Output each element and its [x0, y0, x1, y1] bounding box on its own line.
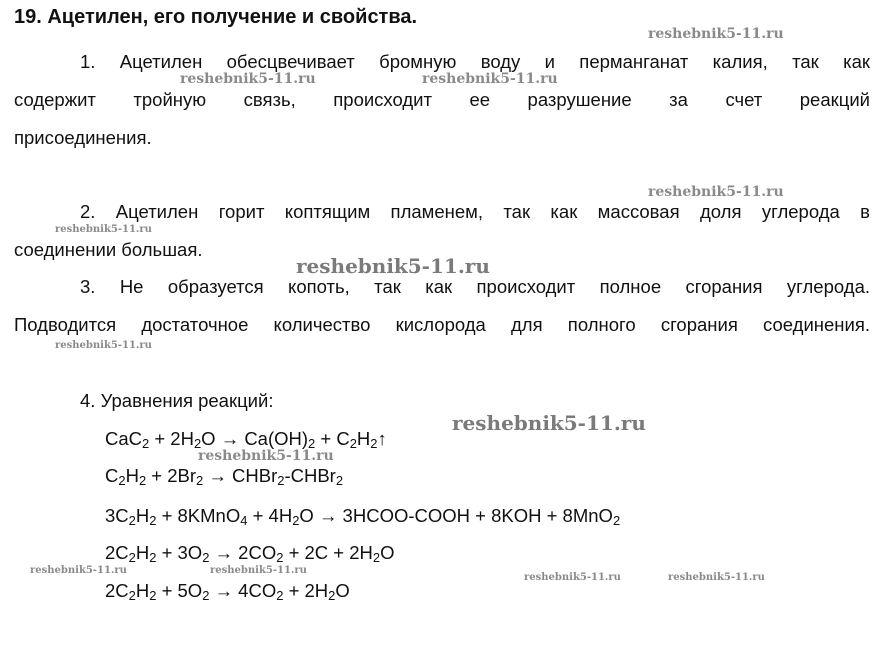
equation-3: $3C_2H_2$ + 8KMnO$_4$ + $4H_2O$ → 3HCOO-COOH + 8KOH + 8MnO$_2$ — [105, 505, 621, 528]
watermark: reshebnik5-11.ru — [210, 565, 307, 576]
paragraph-line: 1. Ацетилен обесцвечивает бромную воду и перманганат калия, так как — [80, 51, 870, 72]
watermark: reshebnik5-11.ru — [452, 411, 646, 435]
equation-5: $2C_2H_2 + 5O_2 \to 4CO_2 + 2H_2O$ — [105, 580, 350, 603]
paragraph-4-heading — [14, 382, 870, 420]
paragraph-3 — [14, 268, 870, 344]
paragraph-1 — [14, 43, 870, 157]
watermark: reshebnik5-11.ru — [55, 340, 152, 351]
watermark: reshebnik5-11.ru — [30, 565, 127, 576]
watermark: reshebnik5-11.ru — [668, 572, 765, 583]
watermark: reshebnik5-11.ru — [422, 71, 558, 87]
paragraph-line: 4. Уравнения реакций: — [80, 390, 274, 411]
watermark: reshebnik5-11.ru — [198, 448, 334, 464]
paragraph-line: присоединения. — [14, 127, 152, 148]
page-title: 19. Ацетилен, его получение и свойства. — [14, 6, 418, 28]
watermark: reshebnik5-11.ru — [180, 71, 316, 87]
paragraph-line: 2. Ацетилен горит коптящим пламенем, так как массовая доля углерода в — [80, 201, 870, 222]
watermark: reshebnik5-11.ru — [296, 254, 490, 278]
watermark: reshebnik5-11.ru — [648, 184, 784, 200]
equation-2: $C_2H_2 + 2Br_2$ → CHBr$_2$-CHBr$_2$ — [105, 465, 344, 488]
watermark: reshebnik5-11.ru — [55, 224, 152, 235]
equation-1: $CaC_2 + 2H_2O \to Ca(OH)_2$ + $C_2H_2↑$ — [105, 428, 387, 451]
paragraph-line: Подводится достаточное количество кислорода для полного сгорания соединения. — [14, 314, 870, 335]
watermark: reshebnik5-11.ru — [648, 26, 784, 42]
watermark: reshebnik5-11.ru — [524, 572, 621, 583]
equation-4: $2C_2H_2 + 3O_2 \to 2CO_2 + 2C + 2H_2O$ — [105, 542, 395, 565]
paragraph-line: 3. Не образуется копоть, так как происходит полное сгорания углерода. — [80, 276, 870, 297]
paragraph-line: соединении большая. — [14, 239, 203, 260]
paragraph-line: содержит тройную связь, происходит ее разрушение за счет реакций — [14, 89, 870, 110]
